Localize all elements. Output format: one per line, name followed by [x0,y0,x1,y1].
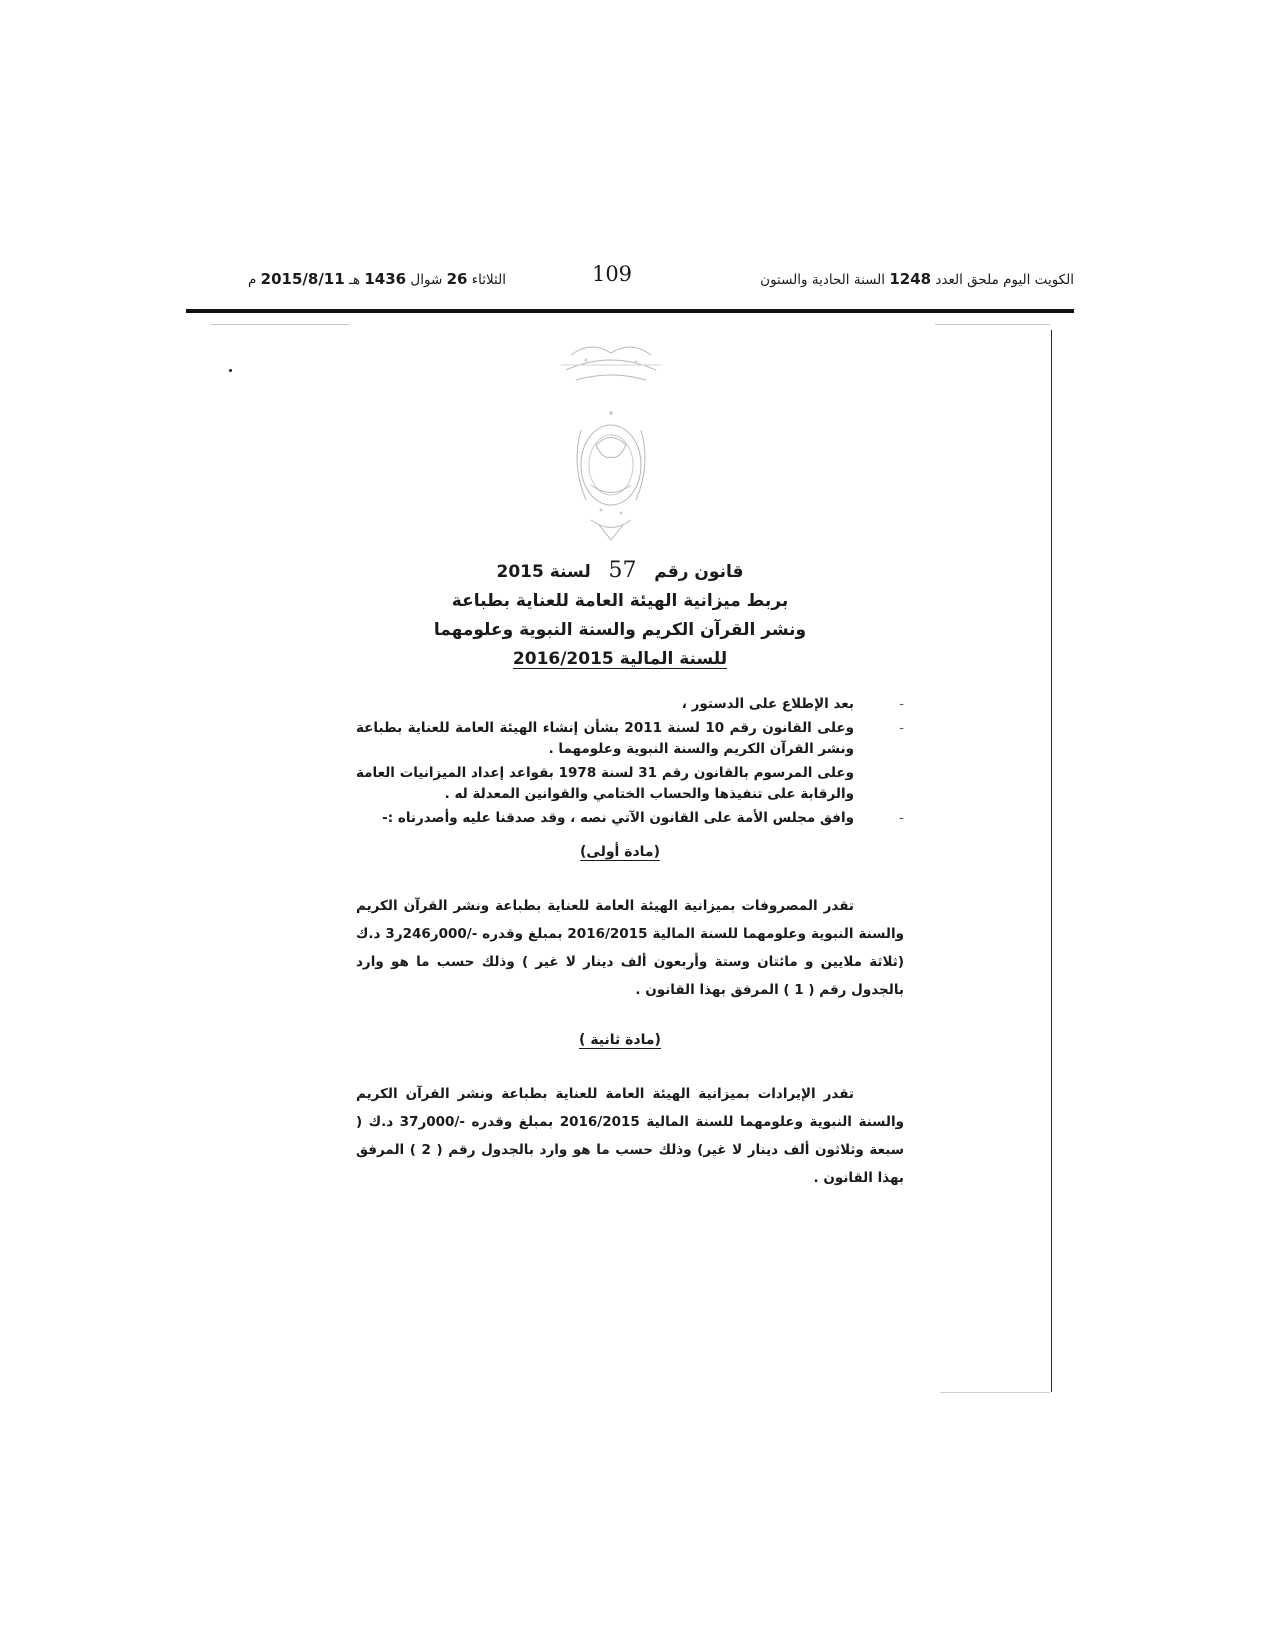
bullet-dash: - [899,696,904,712]
issue-year-text: السنة الحادية والستون [760,272,886,288]
hijri-month: شوال [410,272,443,288]
gregorian-suffix: م [248,272,257,288]
article-1-title: (مادة أولى) [580,844,660,860]
preamble-item [356,763,904,805]
gregorian-date: 2015/8/11 [260,270,345,288]
header-rule [186,309,1074,313]
hijri-year: 1436 [364,270,407,288]
law-title-line-2: بربط ميزانية الهيئة العامة للعناية بطباعة [451,591,789,611]
preamble-text: وعلى القانون رقم 10 لسنة 2011 بشأن إنشاء الهيئة العامة للعناية بطباعة ونشر القرآن الكريم والسنة النبوية وعلومهما . [356,720,855,757]
hijri-suffix: هـ [348,272,361,288]
scan-speck [229,369,232,372]
law-title-line-4: للسنة المالية 2016/2015 [512,649,728,669]
preamble-text: وافق مجلس الأمة على القانون الآتي نصه ، وقد صدقنا عليه وأصدرناه :- [382,810,854,826]
issue-number: 1248 [889,270,932,288]
law-title [420,556,820,674]
page-number: 109 [591,262,633,286]
article-2-title: (مادة ثانية ) [579,1032,661,1048]
publication-name: الكويت اليوم ملحق العدد [935,272,1074,288]
law-year-label: لسنة [549,562,591,582]
preamble-text: بعد الإطلاع على الدستور ، [681,696,854,712]
bottom-divider [940,1392,1050,1393]
law-number: 57 [608,558,637,583]
page-right-border [1051,330,1052,1392]
header-date [248,270,506,288]
thin-divider-left [210,324,350,325]
header-publication [760,270,1074,288]
preamble-item [356,718,904,760]
state-of-kuwait-emblem-icon [551,335,671,555]
article-1-body: تقدر المصروفات بميزانية الهيئة العامة للعناية بطباعة ونشر القرآن الكريم والسنة النبوية وعلومهما للسنة المالية 2016/2015 بمبلغ وقدره -/000ر246ر3 د.ك (ثلاثة ملايين و مائتان وستة وأربعون ألف دينار لا غير ) وذلك حسب ما هو وارد بالجدول رقم ( 1 ) المرفق بهذا القانون . [356,898,904,998]
article-2-body: تقدر الإيرادات بميزانية الهيئة العامة للعناية بطباعة ونشر القرآن الكريم والسنة النبوية وعلومهما للسنة المالية 2016/2015 بمبلغ وقدره -/000ر37 د.ك ( سبعة وثلاثون ألف دينار لا غير) وذلك حسب ما هو وارد بالجدول رقم ( 2 ) المرفق بهذا القانون . [356,1086,904,1186]
preamble-item [356,808,904,829]
weekday: الثلاثاء [471,272,506,288]
law-title-line-1 [420,556,820,587]
bullet-dash: - [899,810,904,826]
preamble-item [356,694,904,715]
preamble [356,694,904,832]
law-year: 2015 [496,562,544,582]
preamble-text: وعلى المرسوم بالقانون رقم 31 لسنة 1978 بقواعد إعداد الميزانيات العامة والرقابة على تنفيذها والحساب الختامي والقوانين المعدلة له . [356,765,854,802]
thin-divider-right [935,324,1050,325]
page-header [186,262,1074,298]
law-title-line-3: ونشر القرآن الكريم والسنة النبوية وعلومهما [433,620,807,640]
bullet-dash: - [899,720,904,736]
hijri-day: 26 [446,270,468,288]
law-label: قانون رقم [654,562,744,582]
